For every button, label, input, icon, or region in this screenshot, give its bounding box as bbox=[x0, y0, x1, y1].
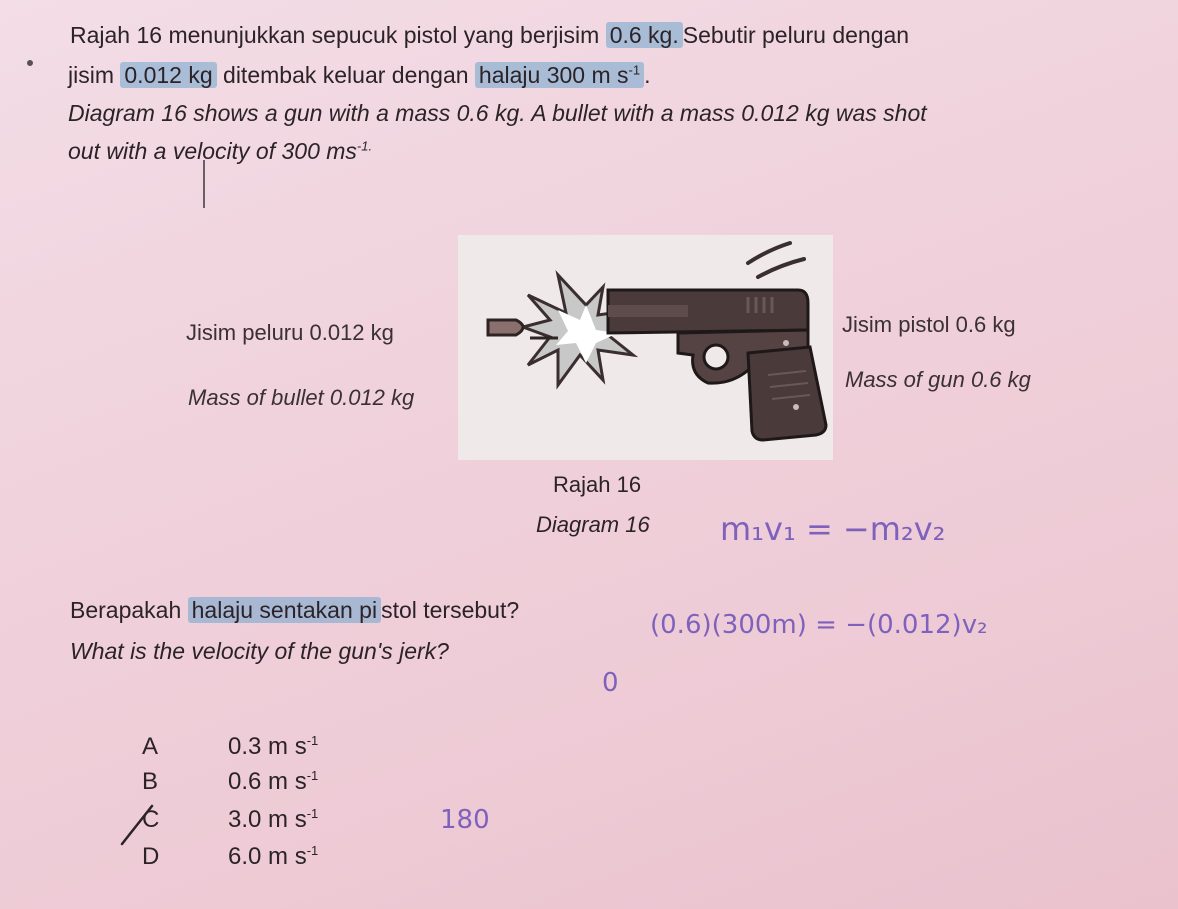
option-value: 0.3 m $s^{-1}$ bbox=[228, 733, 319, 760]
option-letter: C bbox=[142, 806, 160, 833]
figure-caption-english: Diagram 16 bbox=[536, 512, 650, 537]
highlight-velocity: halaju 300 m $s^{-1}$ bbox=[475, 62, 644, 88]
handwritten-scribble: 180 bbox=[440, 805, 490, 835]
question-malay-line-1: Rajah 16 menunjukkan sepucuk pistol yang berjisim 0.6 kg. Sebutir peluru dengan bbox=[70, 22, 910, 48]
question-english-line-2: out with a velocity of 300 $ms^{-1.}$ bbox=[68, 138, 373, 164]
handwritten-working: (0.6)(300m) = −(0.012)v₂ bbox=[650, 610, 988, 640]
figure-caption-malay: Rajah 16 bbox=[553, 472, 642, 497]
gun-drawing bbox=[458, 235, 833, 460]
bullet-mass-label-english: Mass of bullet 0.012 kg bbox=[188, 385, 415, 410]
prompt-malay: Berapakah halaju sentakan pi stol tersebut? bbox=[70, 597, 520, 623]
option-value: 0.6 m $s^{-1}$ bbox=[228, 768, 319, 795]
handwritten-scribble: 0 bbox=[602, 668, 619, 698]
gun-mass-label-english: Mass of gun 0.6 kg bbox=[845, 367, 1031, 392]
prompt-english: What is the velocity of the gun's jerk? bbox=[70, 638, 449, 664]
margin-line bbox=[203, 160, 205, 208]
option-value: 6.0 m $s^{-1}$ bbox=[228, 843, 319, 870]
motion-line bbox=[758, 259, 804, 277]
option-value: 3.0 m $s^{-1}$ bbox=[228, 806, 319, 833]
highlight-gun-mass: 0.6 kg. bbox=[606, 22, 683, 48]
option-letter: A bbox=[142, 733, 159, 760]
bullet bbox=[488, 320, 523, 335]
option-letter: B bbox=[142, 768, 159, 795]
answer-tick-mark bbox=[118, 800, 158, 848]
highlight-recoil: halaju sentakan pi bbox=[188, 597, 381, 623]
handwritten-equation: m₁v₁ = −m₂v₂ bbox=[720, 510, 946, 548]
gun-mass-label-malay: Jisim pistol 0.6 kg bbox=[842, 312, 1016, 337]
question-english-line-1: Diagram 16 shows a gun with a mass 0.6 kg. A bullet with a mass 0.012 kg was shot bbox=[68, 100, 927, 126]
gun-grip bbox=[748, 347, 826, 440]
option-letter: D bbox=[142, 843, 160, 870]
highlight-bullet-mass: 0.012 kg bbox=[120, 62, 216, 88]
motion-line bbox=[748, 243, 790, 263]
question-malay-line-2: jisim 0.012 kg ditembak keluar dengan halaju 300 m $s^{-1}$ . bbox=[68, 62, 651, 88]
trigger-guard bbox=[704, 345, 728, 369]
gun-illustration bbox=[458, 235, 833, 460]
pin-hole bbox=[27, 60, 33, 66]
bullet-mass-label-malay: Jisim peluru 0.012 kg bbox=[186, 320, 394, 345]
